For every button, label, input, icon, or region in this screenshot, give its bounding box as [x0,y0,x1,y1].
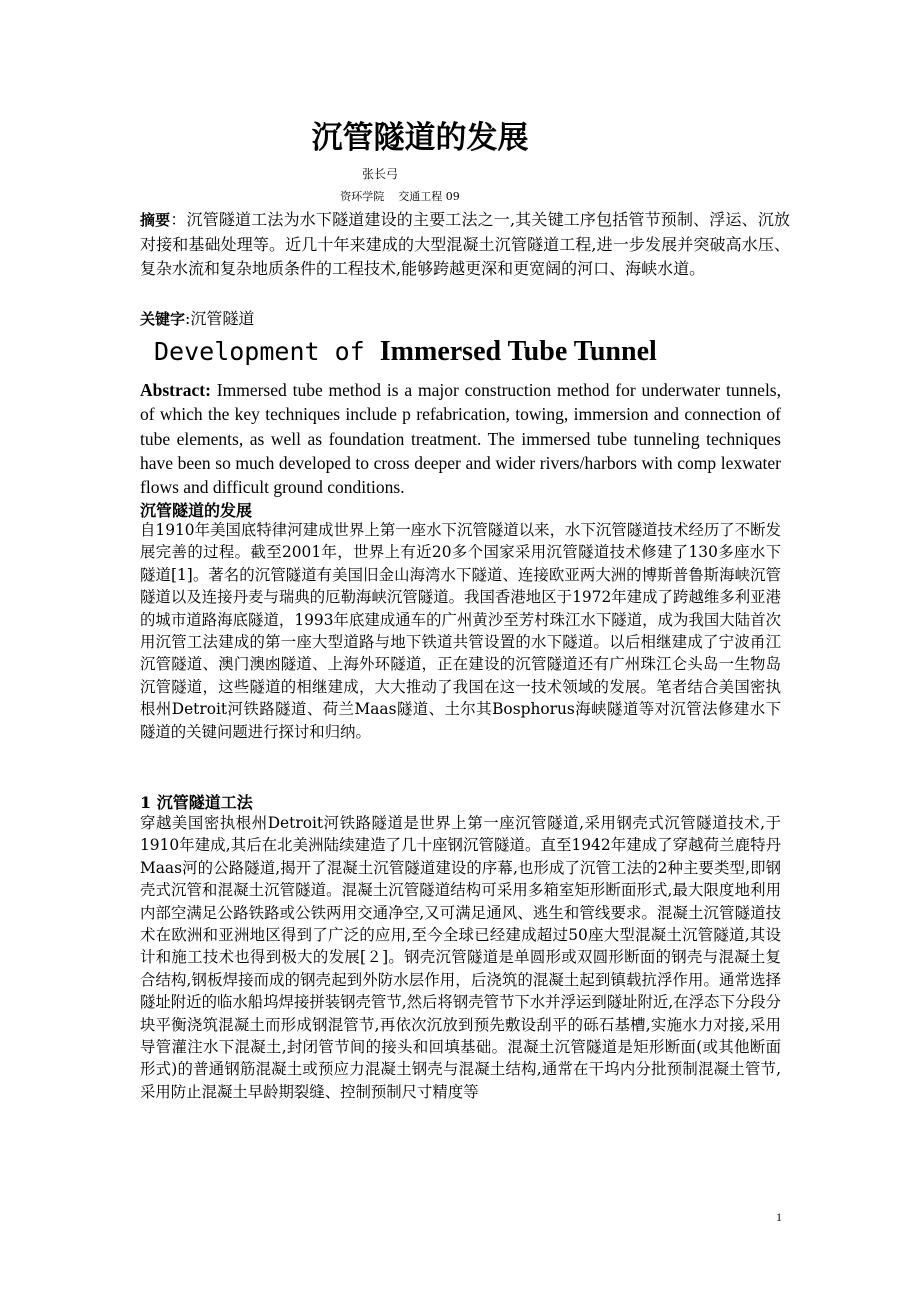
english-title-part2: Immersed Tube Tunnel [379,336,657,367]
affiliation [0,188,800,204]
keywords-text: :沉管隧道 [185,309,255,328]
abstract-cn-text: ：沉管隧道工法为水下隧道建设的主要工法之一,其关键工序包括管节预制、浮运、沉放对接和基础处理等。近几十年来建成的大型混凝土沉管隧道工程,进一步发展并突破高水压、复杂水流和复杂地质条件的工程技术,能够跨越更深和更宽阔的河口、海峡水道。 [140,210,790,278]
author-name: 张长弓 [361,167,398,181]
english-title [154,336,794,368]
section-heading-method: 1 沉管隧道工法 [140,793,253,812]
section-heading-development: 沉管隧道的发展 [140,501,253,520]
section-body-development: 自1910年美国底特律河建成世界上第一座水下沉管隧道以来，水下沉管隧道技术经历了不断发展完善的过程。截至2001年，世界上有近20多个国家采用沉管隧道技术修建了130多座水下隧道[1]。著名的沉管隧道有美国旧金山海湾水下隧道、连接欧亚两大洲的博斯普鲁斯海峡沉管隧道以及连接丹麦与瑞典的厄勒海峡沉管隧道。我国香港地区于1972年建成了跨越维多利亚港的城市道路海底隧道，1993年底建成通车的广州黄沙至芳村珠江水下隧道，成为我国大陆首次用沉管工法建成的第一座大型道路与地下铁道共管设置的水下隧道。以后相继建成了宁波甬江沉管隧道、澳门澳凼隧道、上海外环隧道，正在建设的沉管隧道还有广州珠江仑头岛一生物岛沉管隧道，这些隧道的相继建成，大大推动了我国在这一技术领域的发展。笔者结合美国密执根州Detroit河铁路隧道、荷兰Maas隧道、土尔其Bosphorus海峡隧道等对沉管法修建水下隧道的关键问题进行探讨和归纳。 [140,521,781,741]
page-number: 1 [776,1210,782,1224]
abstract-en [140,378,781,499]
abstract-cn [140,208,790,282]
page-title: 沉管隧道的发展 [311,120,529,156]
abstract-cn-label: 摘要 [140,211,171,229]
english-title-part1: Development of [154,337,380,366]
abstract-en-label: Abstract: [140,380,211,400]
section-body-method: 穿越美国密执根州Detroit河铁路隧道是世界上第一座沉管隧道,采用钢壳式沉管隧道技术,于1910年建成,其后在北美洲陆续建造了几十座钢沉管隧道。直至1942年建成了穿越荷兰鹿特丹Maas河的公路隧道,揭开了混凝土沉管隧道建设的序幕,也形成了沉管工法的2种主要类型,即钢壳式沉管和混凝土沉管隧道。混凝土沉管隧道结构可采用多箱室矩形断面形式,最大限度地利用内部空满足公路铁路或公铁两用交通净空,又可满足通风、逃生和管线要求。混凝土沉管隧道技术在欧洲和亚洲地区得到了广泛的应用,至今全球已经建成超过50座大型混凝土沉管隧道,其设计和施工技术也得到极大的发展[２]。钢壳沉管隧道是单圆形或双圆形断面的钢壳与混凝土复合结构,钢板焊接而成的钢壳起到外防水层作用，后浇筑的混凝土起到镇载抗浮作用。通常选择隧址附近的临水船坞焊接拼装钢壳管节,然后将钢壳管节下水并浮运到隧址附近,在浮态下分段分块平衡浇筑混凝土而形成钢混管节,再依次沉放到预先敷设刮平的砾石基槽,实施水力对接,采用导管灌注水下混凝土,封闭管节间的接头和回填基础。混凝土沉管隧道是矩形断面(或其他断面形式)的普通钢筋混凝土或预应力混凝土钢壳与混凝土结构,通常在干坞内分批预制混凝土管节,采用防止混凝土早龄期裂缝、控制预制尺寸精度等 [140,814,781,1101]
keywords [140,306,790,329]
affiliation-school: 资环学院 [340,190,385,203]
keywords-label: 关键字 [140,310,186,328]
abstract-en-text: Immersed tube method is a major construction method for underwater tunnels, of which the key techniques include p refabrication, towing, immersion and connection of tube elements, as well as foundation treatment. The immersed tube tunneling techniques have been so much developed to cross deeper and wider rivers/harbors with comp lexwater flows and difficult ground conditions. [140,380,781,498]
affiliation-class: 交通工程 09 [398,190,460,203]
